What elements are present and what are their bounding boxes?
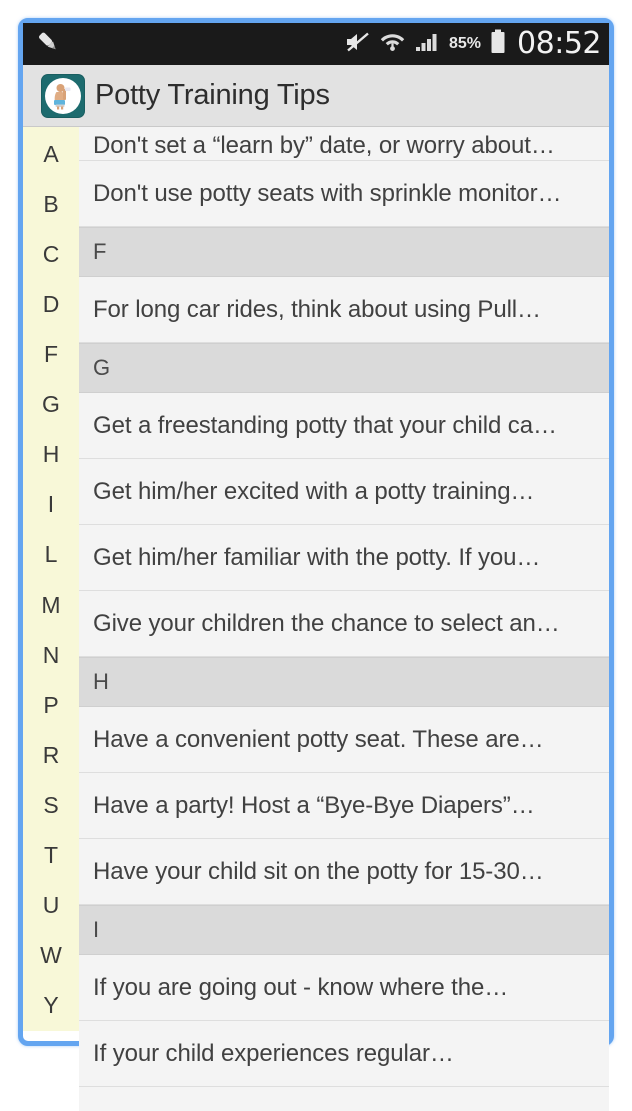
index-letter-t[interactable]: T <box>43 842 59 869</box>
status-bar-left-icons <box>35 29 345 60</box>
list-item[interactable]: Have your child sit on the potty for 15-30… <box>79 839 609 905</box>
index-letter-l[interactable]: L <box>44 541 58 568</box>
index-letter-a[interactable]: A <box>43 140 59 167</box>
android-status-bar <box>23 23 609 65</box>
section-header: I <box>79 905 609 955</box>
list-item[interactable]: For long car rides, think about using Pull… <box>79 277 609 343</box>
index-letter-i[interactable]: I <box>47 491 55 518</box>
index-letter-y[interactable]: Y <box>43 992 59 1019</box>
battery-icon <box>490 29 506 59</box>
list-item[interactable]: Have a party! Host a “Bye-Bye Diapers”… <box>79 773 609 839</box>
section-header: G <box>79 343 609 393</box>
list-item[interactable]: Give your children the chance to select an… <box>79 591 609 657</box>
battery-percent-label: 85% <box>449 35 482 52</box>
list-bottom-spacer <box>79 1087 609 1111</box>
list-item[interactable]: If your child experiences regular… <box>79 1021 609 1087</box>
status-bar-right-icons <box>345 26 601 61</box>
signal-icon <box>414 31 440 58</box>
index-letter-s[interactable]: S <box>43 791 59 818</box>
list-item[interactable]: Get him/her familiar with the potty. If you… <box>79 525 609 591</box>
index-letter-d[interactable]: D <box>42 290 60 317</box>
potty-training-app-icon <box>41 74 85 118</box>
wifi-icon <box>380 30 405 58</box>
index-letter-b[interactable]: B <box>43 190 59 217</box>
index-letter-f[interactable]: F <box>43 340 59 367</box>
index-letter-n[interactable]: N <box>42 641 60 668</box>
section-header: F <box>79 227 609 277</box>
index-letter-m[interactable]: M <box>41 591 61 618</box>
index-letter-c[interactable]: C <box>42 240 60 267</box>
content-area <box>23 127 609 1067</box>
index-letter-g[interactable]: G <box>42 391 60 418</box>
page-title: Potty Training Tips <box>95 79 330 111</box>
alphabet-index-strip[interactable] <box>23 127 79 1031</box>
section-header: H <box>79 657 609 707</box>
index-letter-p[interactable]: P <box>43 691 59 718</box>
list-item[interactable]: Get him/her excited with a potty training… <box>79 459 609 525</box>
status-bar-clock: 08:52 <box>517 26 601 61</box>
index-letter-u[interactable]: U <box>42 892 60 919</box>
app-title-bar <box>23 65 609 127</box>
list-item[interactable]: If you are going out - know where the… <box>79 955 609 1021</box>
list-item[interactable]: Don't set a “learn by” date, or worry about… <box>79 127 609 161</box>
list-item[interactable]: Don't use potty seats with sprinkle monitor… <box>79 161 609 227</box>
index-letter-w[interactable]: W <box>40 942 62 969</box>
pencil-icon <box>35 29 61 60</box>
index-letter-r[interactable]: R <box>42 741 60 768</box>
mute-icon <box>345 31 371 58</box>
index-letter-h[interactable]: H <box>42 441 60 468</box>
tips-list[interactable] <box>79 127 609 1067</box>
device-frame <box>18 18 614 1067</box>
list-item[interactable]: Have a convenient potty seat. These are… <box>79 707 609 773</box>
list-item[interactable]: Get a freestanding potty that your child ca… <box>79 393 609 459</box>
